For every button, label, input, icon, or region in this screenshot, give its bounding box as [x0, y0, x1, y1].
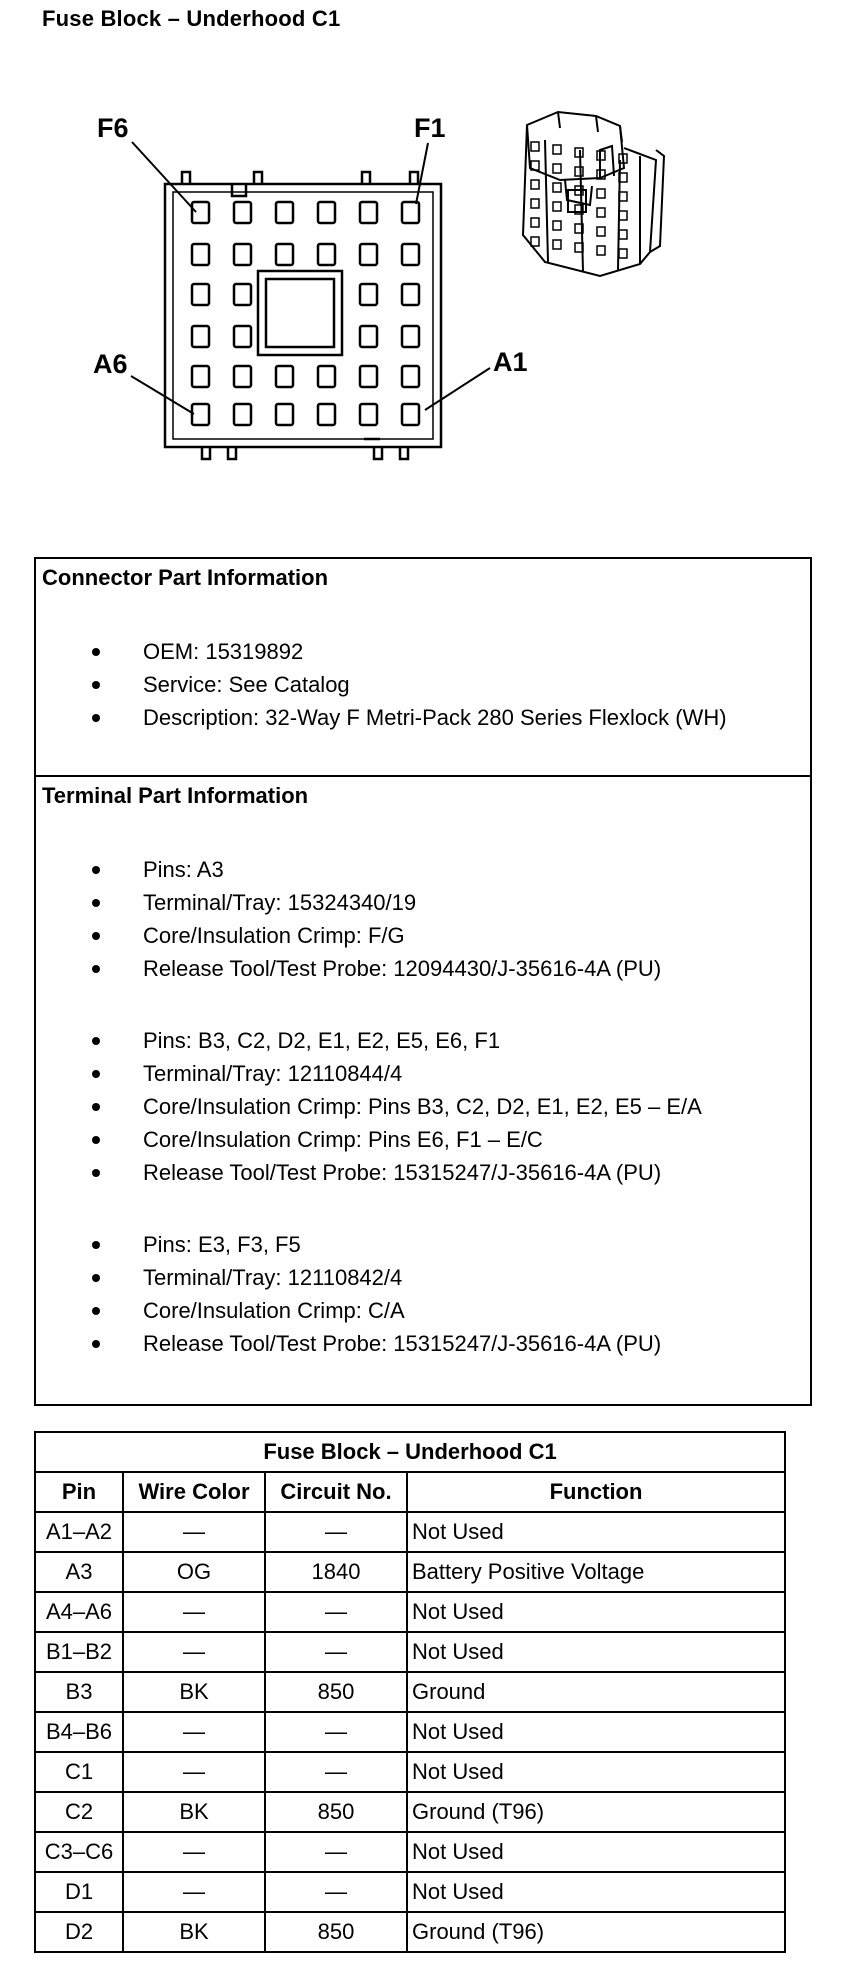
iso-cavity	[553, 240, 561, 249]
pin-cell: C3–C6	[35, 1832, 123, 1872]
pin-cavity	[276, 404, 293, 425]
list-item: Terminal/Tray: 12110844/4	[36, 1057, 810, 1090]
function-cell: Ground (T96)	[407, 1912, 785, 1952]
pin-cavity	[234, 366, 251, 387]
pin-cavity	[234, 326, 251, 347]
bullet-icon	[92, 1037, 100, 1045]
bullet-icon	[92, 1136, 100, 1144]
table-row	[35, 1592, 785, 1632]
pin-cavity	[318, 244, 335, 265]
column-header-pin: Pin	[35, 1472, 123, 1512]
iso-cavity	[553, 202, 561, 211]
pin-cavity	[234, 404, 251, 425]
pin-cell: D1	[35, 1872, 123, 1912]
iso-cavity	[619, 230, 627, 239]
table-row	[35, 1912, 785, 1952]
pin-cavity	[402, 326, 419, 347]
function-cell: Not Used	[407, 1872, 785, 1912]
bullet-icon	[92, 1103, 100, 1111]
bullet-icon	[92, 681, 100, 689]
terminal-part-section	[36, 777, 810, 1404]
circuit-cell: 850	[265, 1672, 407, 1712]
callout-f6: F6	[97, 113, 129, 143]
circuit-cell: 850	[265, 1912, 407, 1952]
pin-cavity	[360, 284, 377, 305]
pin-cavity	[360, 244, 377, 265]
bullet-icon	[92, 648, 100, 656]
iso-cavity	[553, 164, 561, 173]
connector-isometric-view	[523, 112, 664, 276]
table-row	[35, 1712, 785, 1752]
list-item: Core/Insulation Crimp: Pins B3, C2, D2, E1, E2, E5 – E/A	[36, 1090, 810, 1123]
list-item: Description: 32-Way F Metri-Pack 280 Series Flexlock (WH)	[36, 701, 810, 734]
list-item: Pins: A3	[36, 853, 810, 886]
table-row	[35, 1552, 785, 1592]
function-cell: Not Used	[407, 1632, 785, 1672]
wire-color-cell: —	[123, 1632, 265, 1672]
pin-cavity	[318, 404, 335, 425]
circuit-cell: —	[265, 1512, 407, 1552]
callout-f1: F1	[414, 113, 446, 143]
iso-cavity	[553, 183, 561, 192]
pin-cavity	[402, 404, 419, 425]
function-cell: Not Used	[407, 1512, 785, 1552]
pin-cavity	[402, 202, 419, 223]
pin-cell: C2	[35, 1792, 123, 1832]
callout-a1: A1	[493, 347, 528, 377]
list-item: Core/Insulation Crimp: Pins E6, F1 – E/C	[36, 1123, 810, 1156]
iso-cavity	[575, 167, 583, 176]
pin-cavity	[402, 244, 419, 265]
list-item: Service: See Catalog	[36, 668, 810, 701]
list-item: Terminal/Tray: 15324340/19	[36, 886, 810, 919]
iso-cavity	[575, 148, 583, 157]
circuit-cell: —	[265, 1832, 407, 1872]
bullet-icon	[92, 714, 100, 722]
wire-color-cell: BK	[123, 1912, 265, 1952]
bullet-icon	[92, 1340, 100, 1348]
circuit-cell: —	[265, 1752, 407, 1792]
circuit-cell: 850	[265, 1792, 407, 1832]
wire-color-cell: —	[123, 1592, 265, 1632]
iso-cavity	[531, 218, 539, 227]
iso-cavity	[597, 246, 605, 255]
pin-cavity	[234, 202, 251, 223]
list-item: Pins: B3, C2, D2, E1, E2, E5, E6, F1	[36, 1024, 810, 1057]
pin-cavity	[318, 366, 335, 387]
pin-cavity	[360, 326, 377, 347]
list-item: Core/Insulation Crimp: C/A	[36, 1294, 810, 1327]
function-cell: Ground (T96)	[407, 1792, 785, 1832]
list-item: Pins: E3, F3, F5	[36, 1228, 810, 1261]
function-cell: Battery Positive Voltage	[407, 1552, 785, 1592]
function-cell: Ground	[407, 1672, 785, 1712]
column-header-function: Function	[407, 1472, 785, 1512]
pin-cell: A4–A6	[35, 1592, 123, 1632]
pin-cell: A3	[35, 1552, 123, 1592]
pin-cavity	[192, 326, 209, 347]
bullet-icon	[92, 965, 100, 973]
pin-table	[34, 1431, 786, 1953]
pin-cavity	[318, 202, 335, 223]
function-cell: Not Used	[407, 1752, 785, 1792]
terminal-group-1	[36, 853, 810, 985]
wire-color-cell: BK	[123, 1672, 265, 1712]
wire-color-cell: BK	[123, 1792, 265, 1832]
table-row	[35, 1632, 785, 1672]
table-row	[35, 1832, 785, 1872]
table-row	[35, 1512, 785, 1552]
pin-cavity	[402, 366, 419, 387]
connector-diagram	[0, 0, 864, 540]
pin-cavity	[276, 244, 293, 265]
circuit-cell: —	[265, 1712, 407, 1752]
pin-cavities	[192, 202, 419, 425]
circuit-cell: —	[265, 1592, 407, 1632]
iso-cavity	[597, 227, 605, 236]
circuit-cell: —	[265, 1632, 407, 1672]
wire-color-cell: —	[123, 1832, 265, 1872]
list-item: Terminal/Tray: 12110842/4	[36, 1261, 810, 1294]
bullet-icon	[92, 866, 100, 874]
function-cell: Not Used	[407, 1592, 785, 1632]
pin-cell: B1–B2	[35, 1632, 123, 1672]
pin-cavity	[192, 284, 209, 305]
column-header-wire-color: Wire Color	[123, 1472, 265, 1512]
part-info-box	[34, 557, 812, 1406]
pin-cavity	[360, 202, 377, 223]
bullet-icon	[92, 1307, 100, 1315]
iso-cavity	[553, 221, 561, 230]
wire-color-cell: —	[123, 1512, 265, 1552]
pin-cell: C1	[35, 1752, 123, 1792]
list-item: Core/Insulation Crimp: F/G	[36, 919, 810, 952]
pin-cavity	[234, 284, 251, 305]
list-item: OEM: 15319892	[36, 635, 810, 668]
column-header-circuit-no: Circuit No.	[265, 1472, 407, 1512]
terminal-group-3	[36, 1228, 810, 1360]
wire-color-cell: OG	[123, 1552, 265, 1592]
connector-part-list	[36, 635, 810, 734]
connector-part-section	[36, 559, 810, 777]
list-item: Release Tool/Test Probe: 12094430/J-35616-4A (PU)	[36, 952, 810, 985]
iso-cavity	[531, 199, 539, 208]
pin-cavity	[276, 366, 293, 387]
bullet-icon	[92, 899, 100, 907]
function-cell: Not Used	[407, 1832, 785, 1872]
iso-cavity	[531, 142, 539, 151]
pin-cavity	[360, 366, 377, 387]
table-row	[35, 1792, 785, 1832]
pin-cell: B4–B6	[35, 1712, 123, 1752]
circuit-cell: —	[265, 1872, 407, 1912]
table-row	[35, 1672, 785, 1712]
terminal-part-heading: Terminal Part Information	[42, 783, 309, 808]
iso-cavity	[619, 211, 627, 220]
pin-cavity	[276, 202, 293, 223]
iso-cavity	[553, 145, 561, 154]
iso-cavity	[597, 189, 605, 198]
bullet-icon	[92, 1070, 100, 1078]
table-caption: Fuse Block – Underhood C1	[35, 1432, 785, 1472]
iso-cavity	[597, 208, 605, 217]
page-title: Fuse Block – Underhood C1	[42, 6, 341, 31]
iso-cavity	[619, 249, 627, 258]
wire-color-cell: —	[123, 1752, 265, 1792]
pin-cavity	[192, 244, 209, 265]
connector-part-heading: Connector Part Information	[42, 565, 329, 590]
table-header-row	[35, 1472, 785, 1512]
circuit-cell: 1840	[265, 1552, 407, 1592]
table-row	[35, 1752, 785, 1792]
pin-cavity	[192, 404, 209, 425]
terminal-group-2	[36, 1024, 810, 1189]
iso-cavity	[531, 237, 539, 246]
pin-cavity	[192, 366, 209, 387]
bullet-icon	[92, 1169, 100, 1177]
pin-cell: D2	[35, 1912, 123, 1952]
pin-cell: B3	[35, 1672, 123, 1712]
pin-cavity	[234, 244, 251, 265]
wire-color-cell: —	[123, 1872, 265, 1912]
wire-color-cell: —	[123, 1712, 265, 1752]
iso-cavity	[531, 180, 539, 189]
callout-a6: A6	[93, 349, 128, 379]
bullet-icon	[92, 1241, 100, 1249]
list-item: Release Tool/Test Probe: 15315247/J-35616-4A (PU)	[36, 1156, 810, 1189]
table-row	[35, 1872, 785, 1912]
bullet-icon	[92, 1274, 100, 1282]
pin-cell: A1–A2	[35, 1512, 123, 1552]
bullet-icon	[92, 932, 100, 940]
connector-face-view	[165, 172, 441, 459]
pin-cavity	[360, 404, 377, 425]
pin-cavity	[402, 284, 419, 305]
pin-cavity	[192, 202, 209, 223]
function-cell: Not Used	[407, 1712, 785, 1752]
list-item: Release Tool/Test Probe: 15315247/J-35616-4A (PU)	[36, 1327, 810, 1360]
